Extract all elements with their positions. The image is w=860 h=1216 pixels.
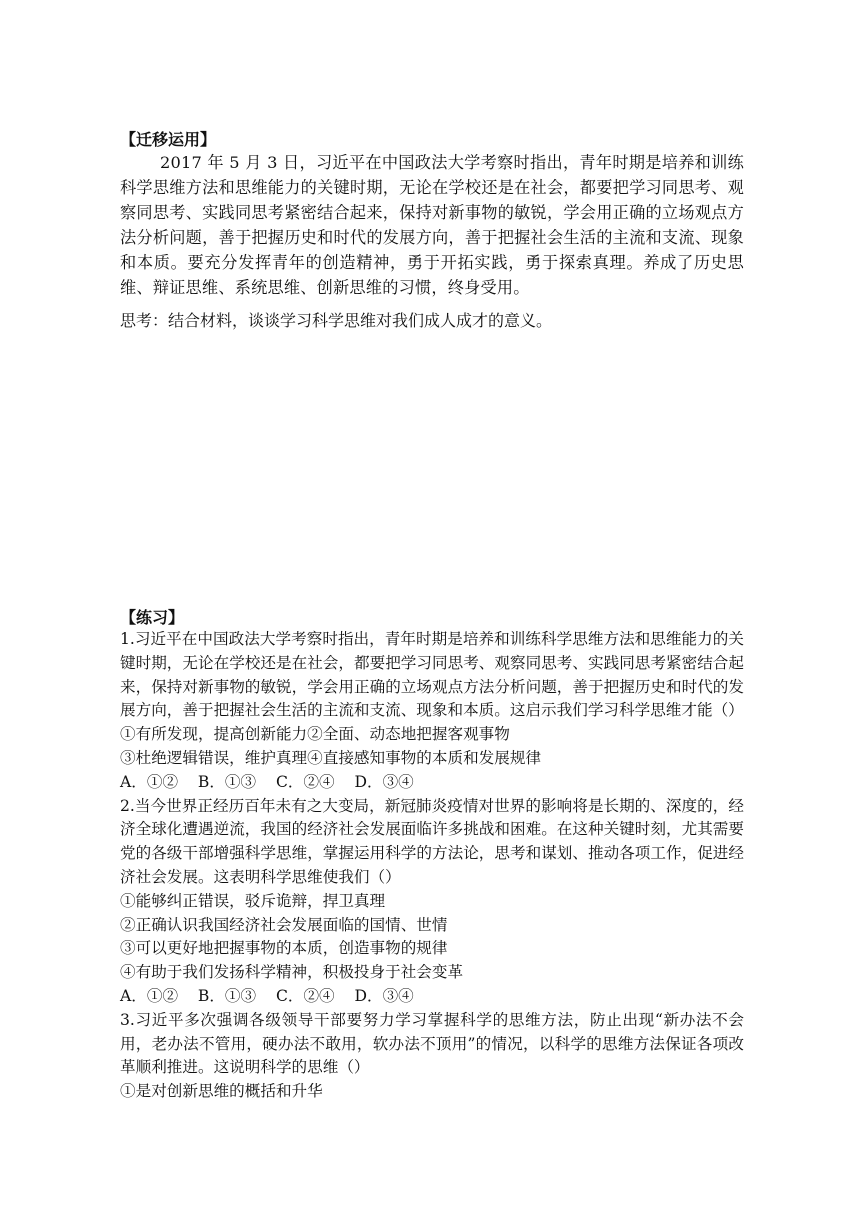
question-stem: 1.习近平在中国政法大学考察时指出，青年时期是培养和训练科学思维方法和思维能力的关键时期，无论在学校还是在社会，都要把学习同思考、观察同思考、实践同思考紧密结合起来，保持对新事物的敏锐，学会用正确的立场观点方法分析问题，善于把握历史和时代的发展方向，善于把握社会生活的主流和支流、现象和本质。这启示我们学习科学思维才能（） (120, 630, 744, 720)
answer-choices: A．①② B．①③ C．②④ D．③④ (120, 772, 414, 791)
question-option: ①有所发现，提高创新能力②全面、动态地把握客观事物 (120, 725, 510, 744)
question-option: ①是对创新思维的概括和升华 (120, 1082, 323, 1101)
question-option: ③杜绝逻辑错误，维护真理④直接感知事物的本质和发展规律 (120, 748, 542, 767)
transfer-material-paragraph: 2017 年 5 月 3 日，习近平在中国政法大学考察时指出，青年时期是培养和训练科学思维方法和思维能力的关键时期，无论在学校还是在社会，都要把学习同思考、观察同思考、实践同思考紧密结合起来，保持对新事物的敏锐，学会用正确的立场观点方法分析问题，善于把握历史和时代的发展方向，善于把握社会生活的主流和支流、现象和本质。要充分发挥青年的创造精神，勇于开拓实践，勇于探索真理。养成了历史思维、辩证思维、系统思维、创新思维的习惯，终身受用。 (120, 153, 744, 297)
question-1 (120, 628, 744, 795)
question-3 (120, 1009, 744, 1104)
question-2 (120, 795, 744, 1009)
question-option: ③可以更好地把握事物的本质，创造事物的规律 (120, 939, 448, 958)
practice-questions (120, 628, 744, 1104)
question-stem: 3.习近平多次强调各级领导干部要努力学习掌握科学的思维方法，防止出现“新办法不会用，老办法不管用，硬办法不敢用，软办法不顶用”的情况，以科学的思维方法保证各项改革顺利推进。这说明科学的思维（） (120, 1010, 744, 1077)
question-option: ①能够纠正错误，驳斥诡辩，捍卫真理 (120, 891, 386, 910)
answer-choices: A．①② B．①③ C．②④ D．③④ (120, 986, 414, 1005)
question-option: ②正确认识我国经济社会发展面临的国情、世情 (120, 915, 448, 934)
section-heading-transfer: 【迁移运用】 (120, 130, 217, 149)
question-option: ④有助于我们发扬科学精神，积极投身于社会变革 (120, 963, 464, 982)
question-stem: 2.当今世界正经历百年未有之大变局，新冠肺炎疫情对世界的影响将是长期的、深度的，经济全球化遭遇逆流，我国的经济社会发展面临许多挑战和困难。在这种关键时刻，尤其需要党的各级干部增强科学思维，掌握运用科学的方法论，思考和谋划、推动各项工作，促进经济社会发展。这表明科学思维使我们（） (120, 796, 744, 886)
transfer-question: 思考：结合材料，谈谈学习科学思维对我们成人成才的意义。 (120, 311, 553, 330)
section-heading-practice: 【练习】 (120, 608, 185, 627)
